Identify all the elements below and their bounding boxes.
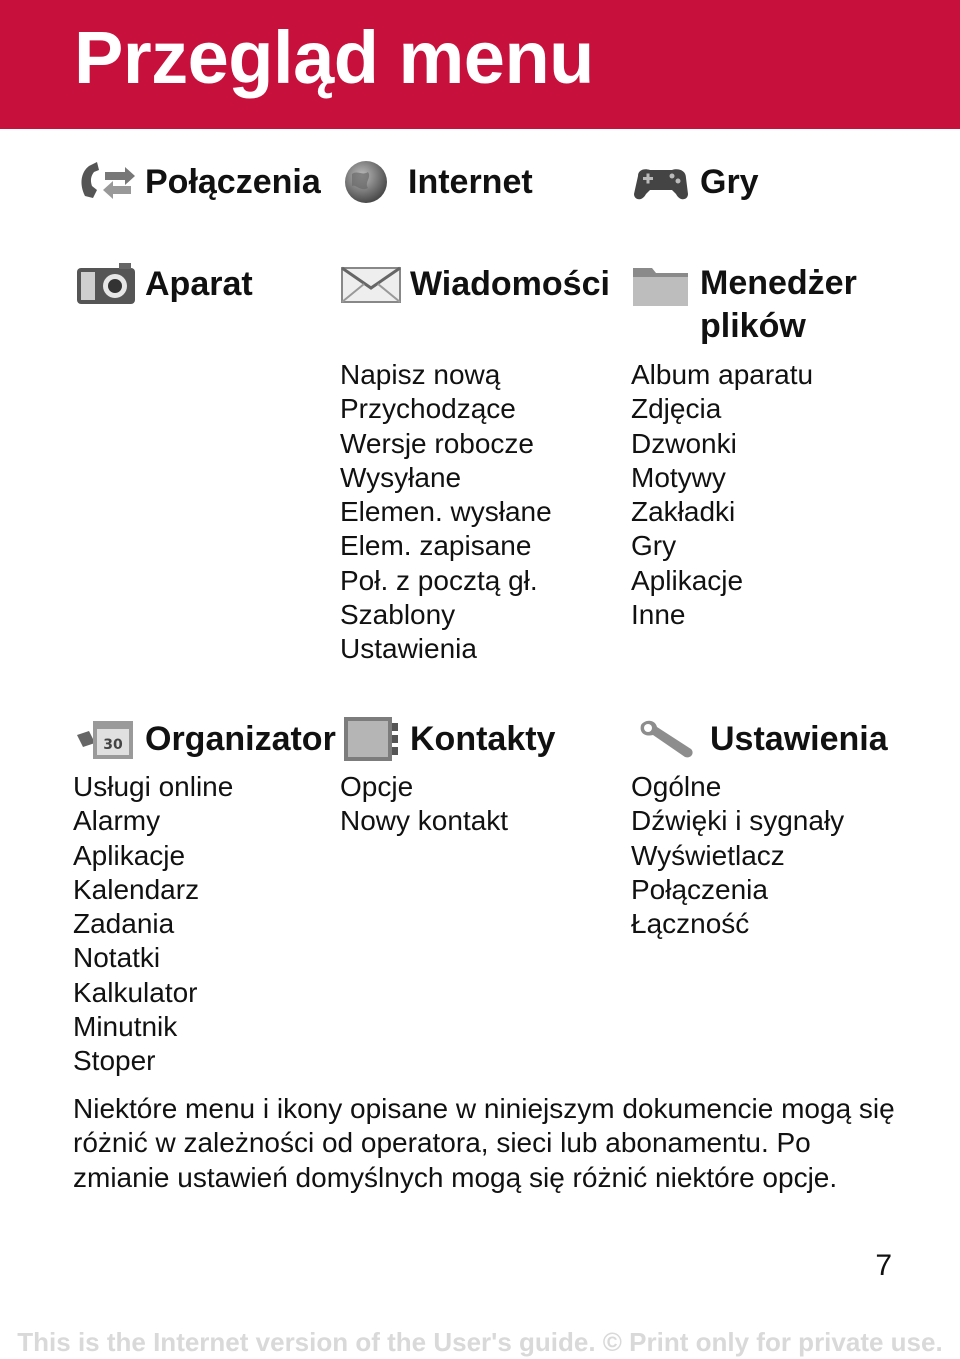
- list-item[interactable]: Napisz nową: [340, 359, 501, 390]
- list-item[interactable]: Szablony: [340, 599, 456, 631]
- list-item[interactable]: Przychodzące: [340, 393, 516, 425]
- category-title: Organizator: [145, 720, 336, 758]
- list-item[interactable]: Nowy kontakt: [340, 805, 509, 837]
- list-item[interactable]: Zakładki: [631, 496, 736, 528]
- camera-icon: [75, 260, 137, 308]
- list-item[interactable]: Usługi online: [73, 771, 234, 802]
- list-item[interactable]: Dzwonki: [631, 427, 737, 459]
- folder-icon: [630, 262, 692, 310]
- kontakty-items: [340, 770, 508, 839]
- menedzer-items: [631, 358, 813, 632]
- category-title: Połączenia: [145, 163, 321, 201]
- list-item[interactable]: Dźwięki i sygnały: [631, 805, 845, 837]
- category-title: Kontakty: [410, 720, 556, 758]
- gamepad-icon: [630, 158, 692, 206]
- list-item[interactable]: Łączność: [631, 908, 750, 940]
- list-item[interactable]: Wyświetlacz: [631, 839, 785, 871]
- list-item[interactable]: Wysyłane: [340, 461, 462, 493]
- list-item[interactable]: Aplikacje: [631, 564, 744, 596]
- list-item[interactable]: Notatki: [73, 942, 161, 974]
- footer-watermark: This is the Internet version of the User's guide. © Print only for private use.: [17, 1327, 943, 1357]
- organizator-items: [73, 770, 233, 1079]
- globe-icon: [338, 158, 400, 206]
- menu-category-menedzer-plikow: [630, 262, 857, 348]
- category-title: Menedżer: [700, 264, 857, 302]
- menu-category-gry: [630, 158, 759, 206]
- menu-category-internet: [338, 158, 533, 206]
- list-item[interactable]: Ustawienia: [340, 633, 477, 665]
- category-title: Ustawienia: [710, 720, 888, 758]
- list-item[interactable]: Motywy: [631, 461, 726, 493]
- page-number: 7: [875, 1249, 892, 1282]
- list-item[interactable]: Elemen. wysłane: [340, 496, 552, 528]
- list-item[interactable]: Elem. zapisane: [340, 530, 532, 562]
- category-title: Wiadomości: [410, 265, 610, 303]
- disclaimer-note: Niektóre menu i ikony opisane w niniejszym dokumencie mogą się różnić w zależności od operatora, sieci lub abonamentu. Po zmianie ustawień domyślnych mogą się różnić niektóre opcje.: [73, 1093, 895, 1193]
- category-title: Internet: [408, 163, 533, 201]
- list-item[interactable]: Aplikacje: [73, 839, 186, 871]
- list-item[interactable]: Ogólne: [631, 771, 722, 802]
- list-item[interactable]: Kalendarz: [73, 873, 200, 905]
- list-item[interactable]: Album aparatu: [631, 359, 814, 390]
- ustawienia-items: [631, 770, 844, 941]
- list-item[interactable]: Poł. z pocztą gł.: [340, 564, 538, 596]
- menu-category-ustawienia: [630, 715, 888, 763]
- phone-calls-icon: [75, 158, 137, 206]
- menu-category-kontakty: [340, 715, 555, 763]
- list-item[interactable]: Stoper: [73, 1045, 156, 1077]
- envelope-icon: [340, 260, 402, 308]
- list-item[interactable]: Gry: [631, 530, 677, 562]
- category-title: Aparat: [145, 265, 253, 303]
- menu-category-wiadomosci: [340, 260, 610, 308]
- wiadomosci-items: [340, 358, 552, 667]
- menu-category-aparat: [75, 260, 253, 308]
- list-item[interactable]: Kalkulator: [73, 976, 198, 1008]
- svg-text:30: 30: [103, 737, 123, 753]
- address-book-icon: [340, 715, 402, 763]
- category-title: Gry: [700, 163, 759, 201]
- category-title-line2: plików: [700, 307, 806, 345]
- list-item[interactable]: Połączenia: [631, 873, 768, 905]
- list-item[interactable]: Alarmy: [73, 805, 161, 837]
- list-item[interactable]: Inne: [631, 599, 686, 631]
- page-title: Przegląd menu: [74, 16, 594, 99]
- list-item[interactable]: Wersje robocze: [340, 427, 535, 459]
- list-item[interactable]: Minutnik: [73, 1011, 178, 1043]
- list-item[interactable]: Zdjęcia: [631, 393, 722, 425]
- list-item[interactable]: Opcje: [340, 771, 414, 802]
- menu-category-organizator: [75, 715, 336, 763]
- page-header: [0, 0, 960, 129]
- menu-category-polaczenia: [75, 158, 321, 206]
- list-item[interactable]: Zadania: [73, 908, 175, 940]
- calendar-icon: [75, 715, 137, 763]
- wrench-icon: [630, 715, 702, 763]
